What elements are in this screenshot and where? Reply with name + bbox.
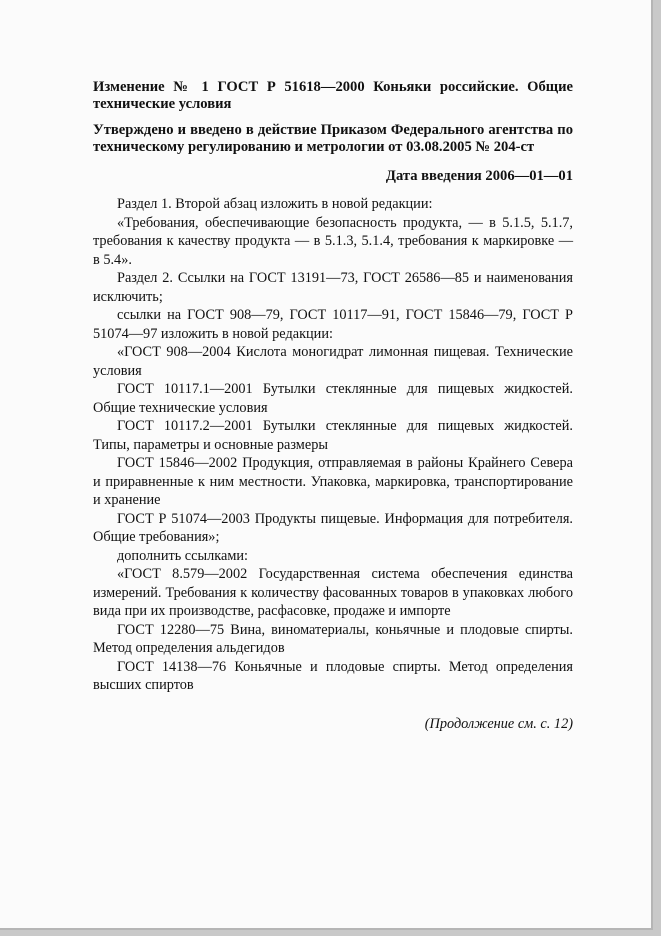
- amendment-body: [93, 195, 573, 695]
- reference-gost-14138: ГОСТ 14138—76 Коньячные и плодовые спирты. Метод определения высших спиртов: [93, 658, 573, 693]
- page-content: [93, 79, 573, 733]
- reference-gost-10117-1: ГОСТ 10117.1—2001 Бутылки стеклянные для пищевых жидкостей. Общие технические условия: [93, 381, 573, 416]
- reference-gost-908: «ГОСТ 908—2004 Кислота моногидрат лимонная пищевая. Технические условия: [93, 344, 573, 379]
- paragraph-requirements: «Требования, обеспечивающие безопасность продукта, — в 5.1.5, 5.1.7, требования к качеству продукта — в 5.1.3, 5.1.4, требования к маркировке — в 5.4».: [93, 214, 573, 268]
- paragraph-section1: Раздел 1. Второй абзац изложить в новой редакции:: [117, 196, 433, 212]
- paragraph-add-references: дополнить ссылками:: [117, 547, 248, 564]
- continuation-note: (Продолжение см. с. 12): [424, 715, 573, 732]
- reference-gost-10117-2: ГОСТ 10117.2—2001 Бутылки стеклянные для пищевых жидкостей. Типы, параметры и основные размеры: [93, 418, 573, 453]
- reference-gost-r-51074: ГОСТ Р 51074—2003 Продукты пищевые. Информация для потребителя. Общие требования»;: [93, 510, 573, 545]
- amendment-title: Изменение № 1 ГОСТ Р 51618—2000 Коньяки российские. Общие технические условия: [93, 79, 573, 112]
- approval-statement: Утверждено и введено в действие Приказом Федерального агентства по техническому регулированию и метрологии от 03.08.2005 № 204-ст: [93, 122, 573, 155]
- effective-date: Дата введения 2006—01—01: [385, 168, 573, 184]
- reference-gost-8-579: «ГОСТ 8.579—2002 Государственная система обеспечения единства измерений. Требования к количеству фасованных товаров в упаковках любого вида при их производстве, расфасовке, продаже и импорте: [93, 566, 573, 619]
- reference-gost-12280: ГОСТ 12280—75 Вина, виноматериалы, коньячные и плодовые спирты. Метод определения альдегидов: [93, 621, 573, 656]
- reference-gost-15846: ГОСТ 15846—2002 Продукция, отправляемая в районы Крайнего Севера и приравненные к ним местности. Упаковка, маркировка, транспортирование и хранение: [93, 455, 573, 508]
- paragraph-section2-revise: ссылки на ГОСТ 908—79, ГОСТ 10117—91, ГОСТ 15846—79, ГОСТ Р 51074—97 изложить в новой редакции:: [93, 307, 573, 342]
- paragraph-section2-exclude: Раздел 2. Ссылки на ГОСТ 13191—73, ГОСТ 26586—85 и наименования исключить;: [93, 270, 573, 305]
